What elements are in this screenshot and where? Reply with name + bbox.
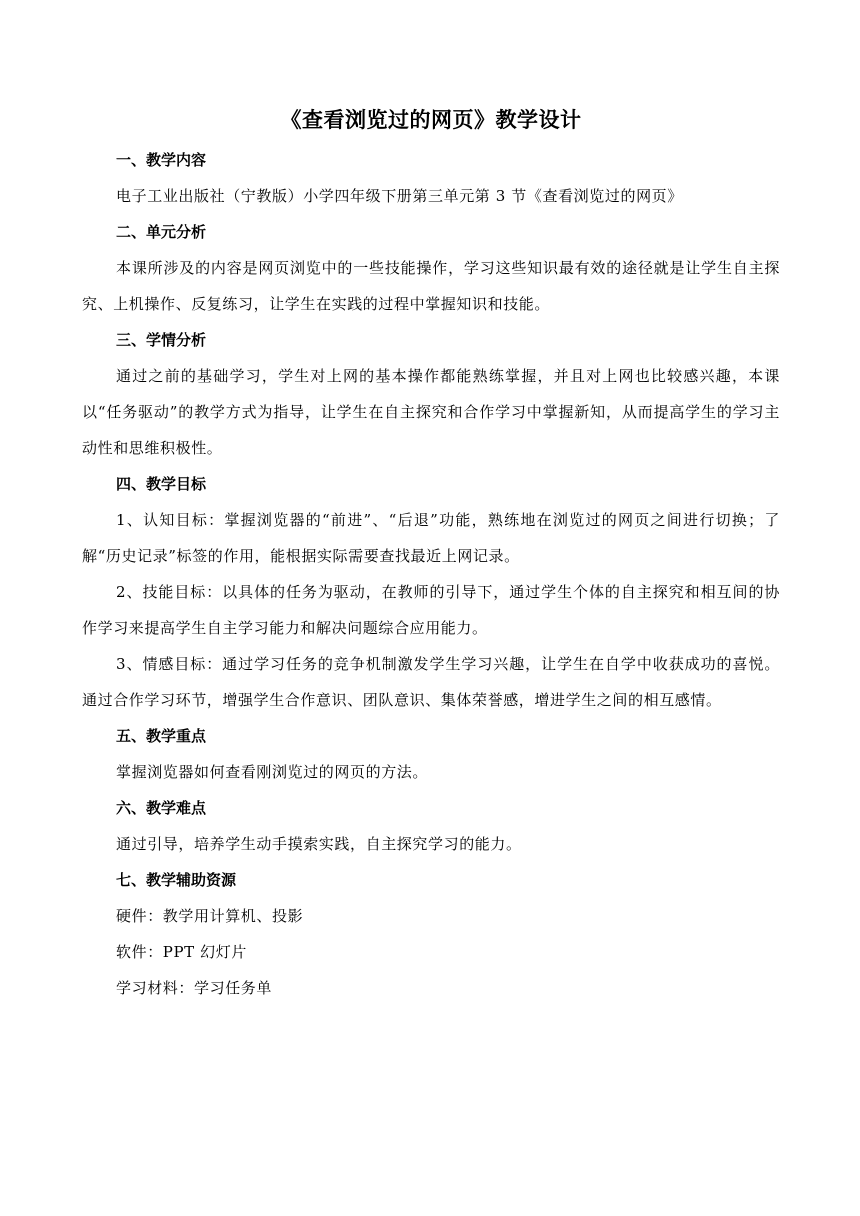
section-text-key-points: 掌握浏览器如何查看刚浏览过的网页的方法。 xyxy=(116,763,429,781)
section-heading-objectives: 四、教学目标 xyxy=(116,475,207,493)
section-heading-content: 一、教学内容 xyxy=(116,151,207,169)
resource-software: 软件：PPT 幻灯片 xyxy=(116,943,247,961)
section-text-unit-analysis: 本课所涉及的内容是网页浏览中的一些技能操作，学习这些知识最有效的途径就是让学生自主探究、上机操作、反复练习，让学生在实践的过程中掌握知识和技能。 xyxy=(82,259,780,313)
section-heading-difficulties: 六、教学难点 xyxy=(116,799,207,817)
section-heading-learner-analysis: 三、学情分析 xyxy=(116,331,207,349)
section-heading-resources: 七、教学辅助资源 xyxy=(116,871,237,889)
section-text-learner-analysis: 通过之前的基础学习，学生对上网的基本操作都能熟练掌握，并且对上网也比较感兴趣，本课以“任务驱动”的教学方式为指导，让学生在自主探究和合作学习中掌握新知，从而提高学生的学习主动性和思维积极性。 xyxy=(82,367,780,457)
section-text-content: 电子工业出版社（宁教版）小学四年级下册第三单元第 3 节《查看浏览过的网页》 xyxy=(116,187,683,205)
section-heading-key-points: 五、教学重点 xyxy=(116,727,207,745)
objective-cognitive: 1、认知目标：掌握浏览器的“前进”、“后退”功能，熟练地在浏览过的网页之间进行切换；了解“历史记录”标签的作用，能根据实际需要查找最近上网记录。 xyxy=(82,511,780,565)
objective-emotion: 3、情感目标：通过学习任务的竞争机制激发学生学习兴趣，让学生在自学中收获成功的喜悦。通过合作学习环节，增强学生合作意识、团队意识、集体荣誉感，增进学生之间的相互感情。 xyxy=(82,655,780,709)
section-heading-unit-analysis: 二、单元分析 xyxy=(116,223,207,241)
resource-hardware: 硬件：教学用计算机、投影 xyxy=(116,907,304,925)
resource-materials: 学习材料：学习任务单 xyxy=(116,979,273,997)
section-text-difficulties: 通过引导，培养学生动手摸索实践，自主探究学习的能力。 xyxy=(116,835,522,853)
document-page xyxy=(82,100,780,1006)
document-title: 《查看浏览过的网页》教学设计 xyxy=(280,108,582,132)
objective-skill: 2、技能目标：以具体的任务为驱动，在教师的引导下，通过学生个体的自主探究和相互间的协作学习来提高学生自主学习能力和解决问题综合应用能力。 xyxy=(82,583,780,637)
